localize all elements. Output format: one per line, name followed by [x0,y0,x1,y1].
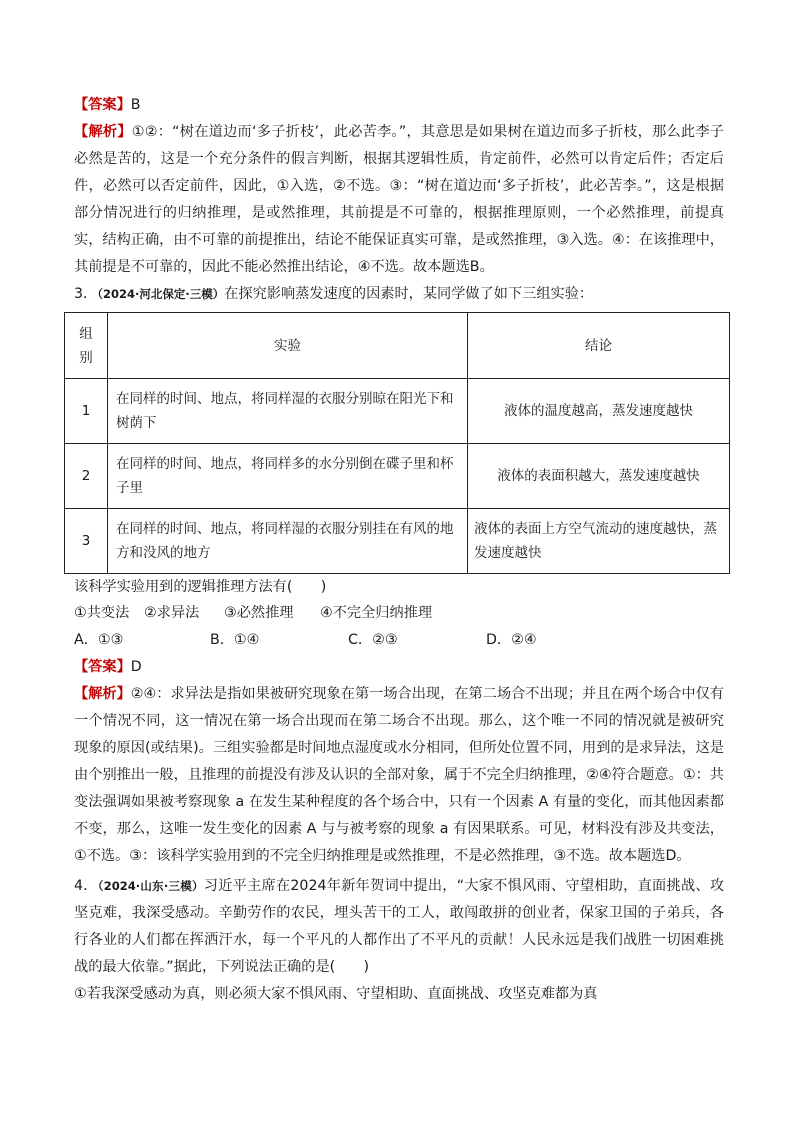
q4-stem [74,873,724,981]
q3-items [74,600,724,627]
answer-tag: 【答案】 [74,659,131,675]
question-stem: 习近平主席在2024年新年贺词中提出，“大家不惧风雨、守望相助，直面挑战、攻坚克难，我深受感动。辛勤劳作的农民，埋头苦干的工人，敢闯敢拼的创业者，保家卫国的子弟兵，各行各业的人们都在挥洒汗水，每一个平凡的人都作出了不平凡的贡献！人民永远是我们战胜一切困难挑战的最大依靠。”据此，下列说法正确的是( ) [74,878,725,975]
cell-conclusion: 液体的表面上方空气流动的速度越快，蒸发速度越快 [468,509,730,574]
experiment-table [64,312,730,574]
answer-value: B [130,97,141,113]
q3-options [74,627,724,654]
q3-question: 该科学实验用到的逻辑推理方法有( ) [74,579,327,595]
table-header-row [65,313,730,379]
q3-stem [74,281,724,308]
cell-conclusion: 液体的表面积越大，蒸发速度越快 [468,444,730,509]
q3-analysis [74,681,724,870]
q2-analysis [74,119,724,281]
cell-experiment: 在同样的时间、地点，将同样多的水分别倒在碟子里和杯子里 [108,444,468,509]
analysis-text: ②④：求异法是指如果被研究现象在第一场合出现，在第二场合不出现；并且在两个场合中仅有一个情况不同，这一情况在第一场合出现而在第二场合不出现。那么，这个唯一不同的情况就是被研究现象的原因(或结果)。三组实验都是时间地点湿度或水分相同，但所处位置不同，用到的是求异法，这是由个别推出一般，且推理的前提没有涉及认识的全部对象，属于不完全归纳推理，②④符合题意。①：共变法强调如果被考察现象 a 在发生某种程度的各个场合中，只有一个因素 A 有量的变化，而其他因素都不变，那么，这唯一发生变化的因素 A 与与被考察的现象 a 有因果联系。可见，材料没有涉及共变法，①不选。③：该科学实验用到的不完全归纳推理是或然推理，不是必然推理，③不选。故本题选D。 [74,686,724,864]
answer-tag: 【答案】 [74,97,131,113]
cell-group: 1 [65,379,108,444]
item: ②求异法 [144,605,200,621]
cell-conclusion: 液体的温度越高，蒸发速度越快 [468,379,730,444]
header-experiment: 实验 [108,313,468,379]
option-a: A．①③ [74,632,124,648]
option-c: C．②③ [348,632,398,648]
table-row [65,444,730,509]
option-d: D．②④ [486,632,537,648]
header-conclusion: 结论 [468,313,730,379]
option-b: B．①④ [210,632,260,648]
q3-answer-line [74,654,724,681]
question-source: （2024·河北保定·三模） [97,287,225,301]
question-source: （2024·山东·三模） [97,879,204,893]
cell-experiment: 在同样的时间、地点，将同样湿的衣服分别晾在阳光下和树荫下 [108,379,468,444]
question-number: 3． [74,286,98,302]
analysis-tag: 【解析】 [74,686,131,702]
item: ③必然推理 [224,605,294,621]
cell-experiment: 在同样的时间、地点，将同样湿的衣服分别挂在有风的地方和没风的地方 [108,509,468,574]
question-stem: 在探究影响蒸发速度的因素时，某同学做了如下三组实验： [224,286,594,302]
table-row [65,509,730,574]
analysis-tag: 【解析】 [74,124,132,140]
table-row [65,379,730,444]
question-number: 4． [74,878,98,894]
header-group: 组 别 [65,313,108,379]
q2-answer-line [74,92,724,119]
analysis-text: ①②：“树在道边而‘多子折枝’，此必苦李。”，其意思是如果树在道边而多子折枝，那么此李子必然是苦的，这是一个充分条件的假言判断，根据其逻辑性质，肯定前件，必然可以肯定后件；否定后件，必然可以否定前件，因此，①入选，②不选。③：“树在道边而‘多子折枝’，此必苦李。”，这是根据部分情况进行的归纳推理，是或然推理，其前提是不可靠的，根据推理原则，一个必然推理，前提真实，结构正确，由不可靠的前提推出，结论不能保证真实可靠，是或然推理，③入选。④：在该推理中，其前提是不可靠的，因此不能必然推出结论，④不选。故本题选B。 [74,124,724,275]
item: ④不完全归纳推理 [320,605,433,621]
cell-group: 3 [65,509,108,574]
cell-group: 2 [65,444,108,509]
q4-item-1: ①若我深受感动为真，则必须大家不惧风雨、守望相助、直面挑战、攻坚克难都为真 [74,986,598,1002]
answer-value: D [130,659,142,675]
item: ①共变法 [74,605,130,621]
